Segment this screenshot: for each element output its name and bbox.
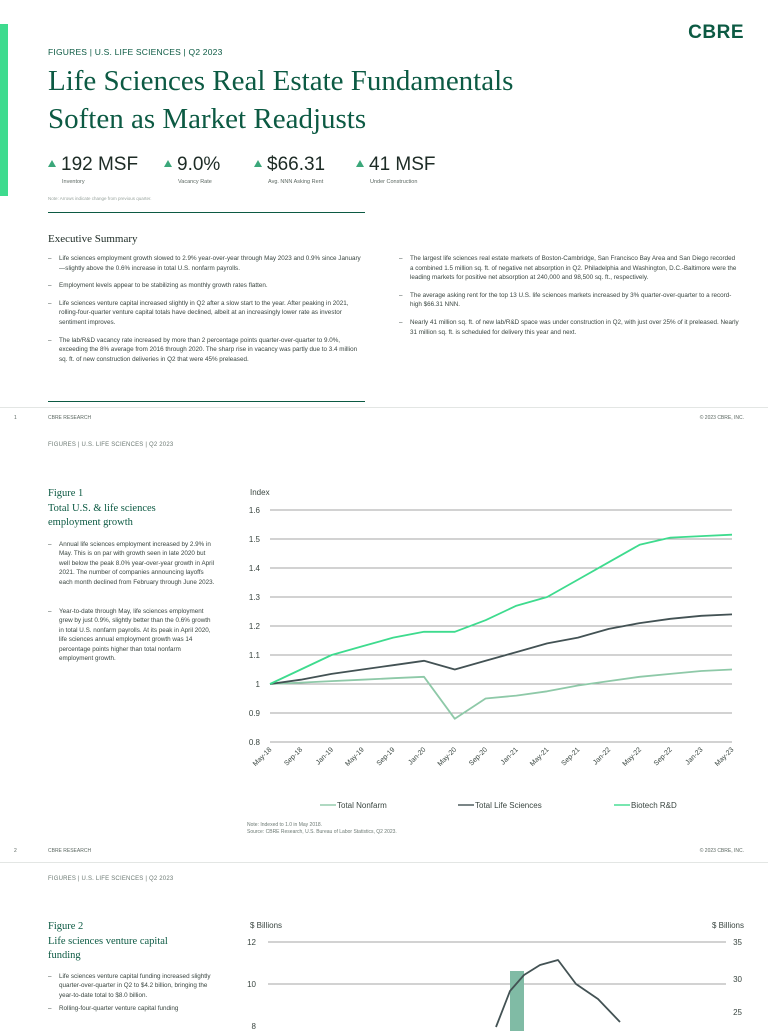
stat-value: 41 MSF <box>369 154 436 175</box>
summary-right-column <box>399 254 739 345</box>
figure-1-caption <box>48 487 198 531</box>
x-tick-label: May-22 <box>621 746 644 768</box>
stat-inventory <box>48 154 138 185</box>
y-tick-label: 1.2 <box>248 622 260 631</box>
x-tick-label: Jan-21 <box>499 746 520 767</box>
stat-value: $66.31 <box>267 154 326 175</box>
stat-vacancy <box>164 154 220 185</box>
arrow-up-icon <box>356 160 364 167</box>
y-tick-label: 1.6 <box>248 506 260 515</box>
page-separator <box>0 407 768 408</box>
divider <box>48 212 365 213</box>
arrow-up-icon <box>48 160 56 167</box>
stat-value: 192 MSF <box>61 154 139 175</box>
y2-tick-label: 25 <box>733 1008 742 1017</box>
x-tick-label: May-19 <box>344 746 366 768</box>
x-tick-label: Jan-23 <box>684 746 705 767</box>
summary-bullet: – Life sciences employment growth slowed to 2.9% year-over-year through May 2023 and 0.9% since January—slightly above the 0.6% increase in total U.S. nonfarm payrolls. <box>48 254 366 273</box>
summary-bullet: – The largest life sciences real estate markets of Boston-Cambridge, San Francisco Bay Area and San Diego recorded a combined 1.5 million sq. ft. of negative net absorption in Q2. Philadelphia and Washington, D.C.-Baltimore were the leading markets for positive net absorption at 240,000 and 98,500 sq. ft., respectively. <box>399 254 739 283</box>
y-tick-label: 1.5 <box>248 535 260 544</box>
breadcrumb: FIGURES | U.S. LIFE SCIENCES | Q2 2023 <box>48 47 223 57</box>
figure-1-text <box>48 540 216 683</box>
figure-2-text <box>48 972 216 1034</box>
y-tick-label: 1 <box>255 680 260 689</box>
stat-rent <box>254 154 325 185</box>
figure-bullet: – Rolling-four-quarter venture capital funding <box>48 1004 216 1013</box>
x-tick-label: Sep-21 <box>560 746 582 768</box>
x-tick-label: Sep-22 <box>652 746 674 768</box>
summary-left-column <box>48 254 366 372</box>
summary-bullet: – Nearly 41 million sq. ft. of new lab/R&D space was under construction in Q2, with just over 25% of it preleased. Nearly 31 million sq. ft. is scheduled for delivery this year and next. <box>399 318 739 337</box>
y-tick-label: 0.9 <box>248 709 260 718</box>
y2-tick-label: 35 <box>733 938 742 947</box>
page-title <box>48 62 608 138</box>
stat-label: Under Construction <box>370 179 418 185</box>
footer-copyright: © 2023 CBRE, INC. <box>699 848 744 854</box>
page-number: 1 <box>14 415 17 421</box>
title-line-1: Life Sciences Real Estate Fundamentals <box>48 65 514 97</box>
x-tick-label: Jan-20 <box>407 746 428 767</box>
y-tick-label: 10 <box>247 980 256 989</box>
stat-label: Vacancy Rate <box>178 179 212 185</box>
arrow-up-icon <box>254 160 262 167</box>
summary-bullet: – The average asking rent for the top 13 U.S. life sciences markets increased by 3% quarter-over-quarter to a record-high $66.31 NNN. <box>399 291 739 310</box>
accent-bar <box>0 24 8 196</box>
y-tick-label: 0.8 <box>248 738 260 747</box>
x-tick-label: May-18 <box>251 746 274 768</box>
page-number: 2 <box>14 848 17 854</box>
stat-construction <box>356 154 436 185</box>
x-tick-label: May-21 <box>529 746 551 768</box>
figure-2-caption <box>48 920 198 964</box>
stats-row <box>48 154 468 194</box>
legend-entry: Biotech R&D <box>631 801 677 810</box>
figure-bullet: – Life sciences venture capital funding increased slightly quarter-over-quarter in Q2 to $4.2 billion, bringing the year-to-date total to $8.0 billion. <box>48 972 216 1000</box>
footer-copyright: © 2023 CBRE, INC. <box>699 415 744 421</box>
y-axis-title: $ Billions <box>250 921 283 930</box>
legend-entry: Total Nonfarm <box>337 801 387 810</box>
y-axis-title: Index <box>250 488 270 497</box>
venture-capital-chart <box>240 915 750 1031</box>
chart-note: Note: Indexed to 1.0 in May 2018. <box>247 822 323 828</box>
chart-source-wrapper <box>240 826 540 836</box>
x-tick-label: Jan-22 <box>592 746 613 767</box>
employment-chart <box>240 484 750 828</box>
y2-axis-title: $ Billions <box>711 921 744 930</box>
executive-summary-heading: Executive Summary <box>48 233 138 245</box>
summary-bullet: – The lab/R&D vacancy rate increased by more than 2 percentage points quarter-over-quarter to 9.0%, exceeding the 8% average from 2016 through 2020. The sharp rise in vacancy was partly due to 3.4 million sq. ft. of new construction deliveries in Q2 that were 45% preleased. <box>48 336 366 365</box>
page-separator <box>0 862 768 863</box>
footer-left: CBRE RESEARCH <box>48 415 92 421</box>
stat-value: 9.0% <box>177 154 221 175</box>
breadcrumb: FIGURES | U.S. LIFE SCIENCES | Q2 2023 <box>48 442 174 448</box>
stat-label: Inventory <box>62 179 85 185</box>
stat-label: Avg. NNN Asking Rent <box>268 179 324 185</box>
y2-tick-label: 30 <box>733 975 742 984</box>
series-line-2 <box>270 535 732 684</box>
brand-logo: CBRE <box>688 22 744 43</box>
summary-bullet: – Life sciences venture capital increased slightly in Q2 after a slow start to the year. After peaking in 2021, rolling-four-quarter venture capital totals have declined, albeit at an increasingly lower rate as investor sentiment improves. <box>48 299 366 328</box>
figure-title: Total U.S. & life sciences employment growth <box>48 502 156 528</box>
summary-bullet: – Employment levels appear to be stabilizing as monthly growth rates flatten. <box>48 281 366 291</box>
legend-entry: Total Life Sciences <box>475 801 542 810</box>
footer-left: CBRE RESEARCH <box>48 848 92 854</box>
chart-source: Source: CBRE Research, U.S. Bureau of Labor Statistics, Q2 2023. <box>247 829 397 835</box>
figure-bullet: – Year-to-date through May, life sciences employment grew by just 0.9%, slightly better than the 0.6% growth in total U.S. nonfarm payrolls. At its peak in April 2020, life sciences annual employment growth was 14 percentage points higher than total nonfarm employment growth. <box>48 607 216 663</box>
breadcrumb: FIGURES | U.S. LIFE SCIENCES | Q2 2023 <box>48 876 174 882</box>
figure-label: Figure 2 <box>48 921 84 932</box>
y-tick-label: 1.1 <box>248 651 260 660</box>
y-tick-label: 1.3 <box>248 593 260 602</box>
arrow-up-icon <box>164 160 172 167</box>
title-line-2: Soften as Market Readjusts <box>48 103 367 135</box>
x-tick-label: May-20 <box>436 746 459 768</box>
x-tick-label: Jan-19 <box>314 746 336 767</box>
series-line-1 <box>270 614 732 684</box>
y-tick-label: 1.4 <box>248 564 260 573</box>
figure-bullet: – Annual life sciences employment increased by 2.9% in May. This is on par with growth seen in late 2020 but well below the peak 8.0% year-over-year growth in April 2021. The number of companies announcing layoffs each month declined from February through June 2023. <box>48 540 216 587</box>
figure-label: Figure 1 <box>48 488 84 499</box>
x-tick-label: Sep-19 <box>375 746 397 768</box>
x-tick-label: May-23 <box>713 746 736 768</box>
x-tick-label: Sep-20 <box>468 746 490 768</box>
divider <box>48 401 365 402</box>
figure-title: Life sciences venture capital funding <box>48 935 168 961</box>
y-tick-label: 12 <box>247 938 256 947</box>
x-tick-label: Sep-18 <box>283 746 305 768</box>
y-tick-label: 8 <box>251 1022 256 1031</box>
funding-bar <box>510 971 524 1031</box>
stats-note: Note: Arrows indicate change from previous quarter. <box>48 196 152 201</box>
series-line-0 <box>270 670 732 719</box>
